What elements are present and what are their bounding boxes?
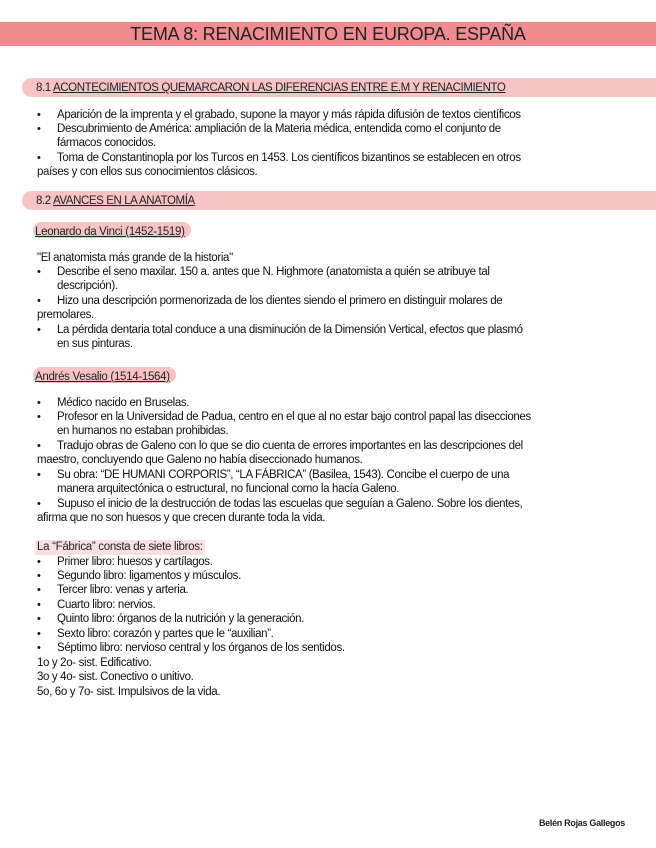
vesalio-line: en humanos no estaban prohibidas. bbox=[57, 425, 229, 437]
bullet: • bbox=[37, 152, 41, 164]
title-bar bbox=[0, 22, 656, 46]
bullet: • bbox=[37, 628, 41, 640]
bullet: • bbox=[37, 613, 41, 625]
fabrica-system: 1o y 2o- sist. Edificativo. bbox=[37, 657, 152, 669]
vesalio-line: Profesor en la Universidad de Padua, centro en el que al no estar bajo control papal las disecciones bbox=[57, 411, 531, 423]
section-1-line: Toma de Constantinopla por los Turcos en 1453. Los científicos bizantinos se establecen en otros bbox=[57, 152, 521, 164]
section-1-line: países y con ellos sus conocimientos clásicos. bbox=[37, 166, 258, 178]
fabrica-system: 3o y 4o- sist. Conectivo o unitivo. bbox=[37, 671, 194, 683]
vesalio-line: maestro, concluyendo que Galeno no había diseccionado humanos. bbox=[37, 454, 363, 466]
page-title: TEMA 8: RENACIMIENTO EN EUROPA. ESPAÑA bbox=[130, 24, 526, 44]
section-2-header bbox=[22, 191, 656, 210]
fabrica-book: Primer libro: huesos y cartílagos. bbox=[57, 556, 213, 568]
vesalio-line: afirma que no son huesos y que crecen durante toda la vida. bbox=[37, 512, 326, 524]
bullet: • bbox=[37, 556, 41, 568]
leonardo-line: La pérdida dentaria total conduce a una disminución de la Dimensión Vertical, efectos que plasmó bbox=[57, 324, 523, 336]
bullet: • bbox=[37, 570, 41, 582]
section-1-number: 8.1 bbox=[36, 82, 51, 94]
leonardo-line: premolares. bbox=[37, 309, 94, 321]
section-1-header bbox=[22, 78, 656, 97]
section-1-line: Descubrimiento de América: ampliación de la Materia médica, entendida como el conjunto de bbox=[57, 123, 501, 135]
bullet: • bbox=[37, 642, 41, 654]
section-2-heading: AVANCES EN LA ANATOMÍA bbox=[52, 195, 195, 207]
leonardo-line: Describe el seno maxilar. 150 a. antes que N. Highmore (anatomista a quién se atribuye tal bbox=[57, 266, 490, 278]
bullet: • bbox=[37, 411, 41, 423]
fabrica-system: 5o, 6o y 7o- sist. Impulsivos de la vida. bbox=[37, 686, 221, 698]
vesalio-line: manera arquitectónica o estructural, no funcional como la hacía Galeno. bbox=[57, 483, 400, 495]
leonardo-heading bbox=[33, 222, 191, 238]
fabrica-book: Séptimo libro: nervioso central y los órganos de los sentidos. bbox=[57, 642, 345, 654]
vesalio-line: Médico nacido en Bruselas. bbox=[57, 397, 190, 409]
vesalio-heading bbox=[33, 367, 176, 383]
section-1-heading: ACONTECIMIENTOS QUEMARCARON LAS DIFERENCIAS ENTRE E.M Y RENACIMIENTO bbox=[52, 82, 506, 94]
fabrica-book: Segundo libro: ligamentos y músculos. bbox=[57, 570, 241, 582]
vesalio-heading-text: Andrés Vesalio (1514-1564) bbox=[35, 371, 170, 383]
leonardo-quote: "El anatomista más grande de la historia" bbox=[37, 252, 233, 264]
bullet: • bbox=[37, 324, 41, 336]
bullet: • bbox=[37, 123, 41, 135]
fabrica-book: Tercer libro: venas y arteria. bbox=[57, 584, 189, 596]
fabrica-heading: La “Fábrica” consta de siete libros: bbox=[37, 541, 203, 553]
vesalio-line: Tradujo obras de Galeno con lo que se dio cuenta de errores importantes en las descripciones del bbox=[57, 440, 523, 452]
author-footer: Belén Rojas Gallegos bbox=[538, 818, 625, 828]
vesalio-line: Su obra: “DE HUMANI CORPORIS”, “LA FÁBRICA” (Basilea, 1543). Concibe el cuerpo de una bbox=[57, 469, 510, 481]
bullet: • bbox=[37, 599, 41, 611]
bullet: • bbox=[37, 266, 41, 278]
bullet: • bbox=[37, 109, 41, 121]
bullet: • bbox=[37, 584, 41, 596]
fabrica-book: Cuarto libro: nervios. bbox=[57, 599, 156, 611]
leonardo-line: descripción). bbox=[57, 280, 118, 292]
bullet: • bbox=[37, 440, 41, 452]
leonardo-heading-text: Leonardo da Vinci (1452-1519) bbox=[35, 226, 185, 238]
bullet: • bbox=[37, 469, 41, 481]
section-1-line: Aparición de la imprenta y el grabado, supone la mayor y más rápida difusión de textos científicos bbox=[57, 109, 521, 121]
bullet: • bbox=[37, 295, 41, 307]
bullet: • bbox=[37, 397, 41, 409]
vesalio-line: Supuso el inicio de la destrucción de todas las escuelas que seguían a Galeno. Sobre los dientes, bbox=[57, 498, 523, 510]
leonardo-line: en sus pinturas. bbox=[57, 338, 133, 350]
fabrica-book: Sexto libro: corazón y partes que le “auxilian”. bbox=[57, 628, 274, 640]
fabrica-book: Quinto libro: órganos de la nutrición y la generación. bbox=[57, 613, 305, 625]
section-1-line: fármacos conocidos. bbox=[57, 137, 156, 149]
leonardo-line: Hizo una descripción pormenorizada de los dientes siendo el primero en distinguir molares de bbox=[57, 295, 503, 307]
section-2-number: 8.2 bbox=[36, 195, 51, 207]
bullet: • bbox=[37, 498, 41, 510]
